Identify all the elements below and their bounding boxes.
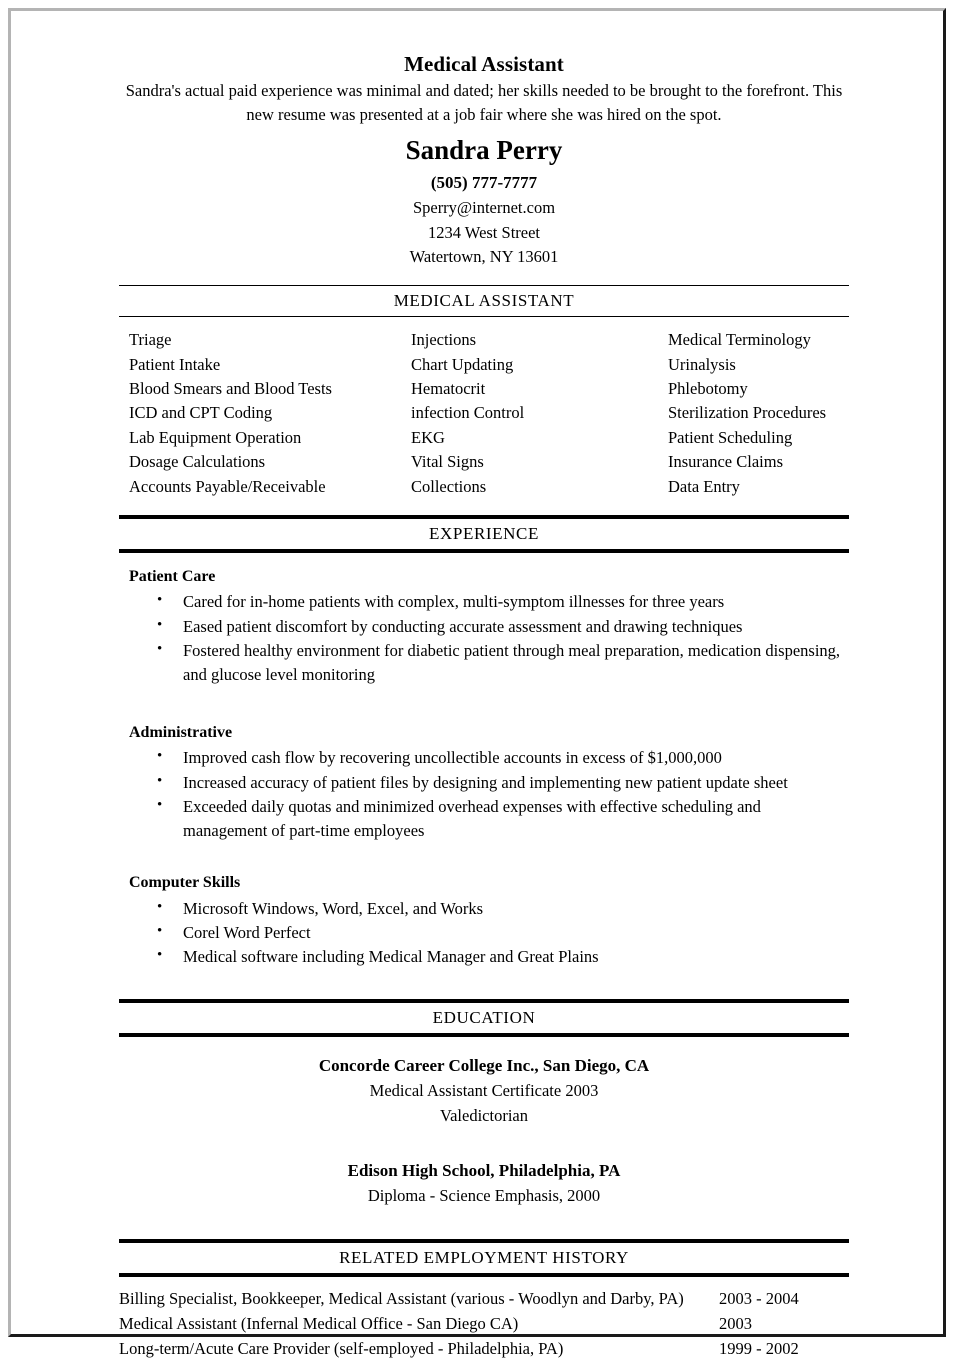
candidate-street: 1234 West Street [427, 222, 541, 242]
experience-bullet: • Cared for in-home patients with complex, multi-symptom illnesses for three years [119, 590, 849, 614]
spacer [119, 843, 849, 859]
skill-item: Medical Terminology [668, 330, 811, 350]
candidate-city-state-zip: Watertown, NY 13601 [409, 246, 559, 266]
employment-dates: 2003 - 2004 [719, 1288, 799, 1308]
experience-group-label: Patient Care [129, 568, 216, 586]
skill-item: ICD and CPT Coding [129, 403, 273, 423]
skill-item: Lab Equipment Operation [129, 427, 302, 447]
spacer [119, 1128, 849, 1158]
skill-item: infection Control [411, 403, 525, 423]
employment-role: Medical Assistant (Infernal Medical Office - San Diego CA) [119, 1313, 519, 1333]
document-blurb: Sandra's actual paid experience was minimal and dated; her skills needed to be brought to the forefront. This new resume was presented at a job fair where she was hired on the spot. [125, 81, 843, 124]
table-row [119, 1336, 849, 1361]
experience-bullet-list [119, 590, 849, 687]
experience-group [119, 565, 849, 687]
skill-item: Dosage Calculations [129, 452, 266, 472]
spacer [119, 969, 849, 999]
spacer [119, 1209, 849, 1239]
education-school: Concorde Career College Inc., San Diego, CA [318, 1056, 650, 1076]
skills-grid [129, 328, 849, 499]
section-heading-skills: MEDICAL ASSISTANT [119, 285, 849, 317]
skill-item: Data Entry [668, 476, 740, 496]
candidate-name: Sandra Perry [405, 135, 563, 166]
employment-role: Long-term/Acute Care Provider (self-employed - Philadelphia, PA) [119, 1338, 564, 1358]
page-title: Medical Assistant [404, 52, 564, 76]
experience-bullet: • Microsoft Windows, Word, Excel, and Works [119, 897, 849, 921]
experience-bullet: • Improved cash flow by recovering uncollectible accounts in excess of $1,000,000 [119, 746, 849, 770]
employment-history-table [119, 1286, 849, 1361]
resume-page [11, 11, 943, 1358]
skill-item: Hematocrit [411, 379, 486, 399]
spacer [119, 687, 849, 709]
employment-dates: 2003 [719, 1313, 752, 1333]
skill-item: Urinalysis [668, 354, 736, 374]
experience-group [119, 721, 849, 843]
skill-item: Sterilization Procedures [668, 403, 827, 423]
section-heading-experience: EXPERIENCE [119, 515, 849, 553]
spacer [119, 1037, 849, 1053]
table-row [119, 1311, 849, 1336]
section-heading-employment-history: RELATED EMPLOYMENT HISTORY [119, 1239, 849, 1277]
skill-item: Triage [129, 330, 172, 350]
candidate-phone: (505) 777-7777 [430, 173, 538, 193]
experience-bullet: • Increased accuracy of patient files by designing and implementing new patient update sheet [119, 771, 849, 795]
skill-item: Patient Intake [129, 354, 221, 374]
skill-item: Patient Scheduling [668, 427, 793, 447]
education-honor: Valedictorian [440, 1105, 528, 1125]
spacer [119, 269, 849, 285]
employment-role: Billing Specialist, Bookkeeper, Medical Assistant (various - Woodlyn and Darby, PA) [119, 1288, 684, 1308]
skill-item: Vital Signs [411, 452, 484, 472]
skill-item: Accounts Payable/Receivable [129, 476, 326, 496]
candidate-email: Sperry@internet.com [412, 198, 556, 218]
experience-bullet: • Medical software including Medical Manager and Great Plains [119, 945, 849, 969]
skill-item: EKG [411, 427, 445, 447]
education-school: Edison High School, Philadelphia, PA [347, 1161, 621, 1181]
skill-item: Phlebotomy [668, 379, 748, 399]
experience-group-label: Computer Skills [129, 874, 241, 892]
experience-bullet-list [119, 897, 849, 970]
experience-bullet: • Eased patient discomfort by conducting accurate assessment and drawing techniques [119, 615, 849, 639]
skill-item: Collections [411, 476, 487, 496]
skill-item: Blood Smears and Blood Tests [129, 379, 332, 399]
education-entry [119, 1158, 849, 1208]
education-credential: Medical Assistant Certificate 2003 [369, 1080, 599, 1100]
skill-item: Insurance Claims [668, 452, 784, 472]
skill-item: Injections [411, 330, 477, 350]
section-heading-education: EDUCATION [119, 999, 849, 1037]
experience-bullet: • Corel Word Perfect [119, 921, 849, 945]
resume-document [119, 51, 849, 1361]
education-credential: Diploma - Science Emphasis, 2000 [367, 1185, 601, 1205]
table-row [119, 1286, 849, 1311]
page-frame [8, 8, 946, 1358]
experience-group [119, 871, 849, 969]
spacer [119, 499, 849, 515]
skill-item: Chart Updating [411, 354, 514, 374]
education-entry [119, 1053, 849, 1128]
experience-bullet: • Fostered healthy environment for diabetic patient through meal preparation, medication dispensing, and glucose level monitoring [119, 639, 849, 688]
experience-bullet-list [119, 746, 849, 843]
experience-group-label: Administrative [129, 724, 233, 742]
experience-bullet: • Exceeded daily quotas and minimized overhead expenses with effective scheduling and management of part-time employees [119, 795, 849, 844]
employment-dates: 1999 - 2002 [719, 1338, 799, 1358]
